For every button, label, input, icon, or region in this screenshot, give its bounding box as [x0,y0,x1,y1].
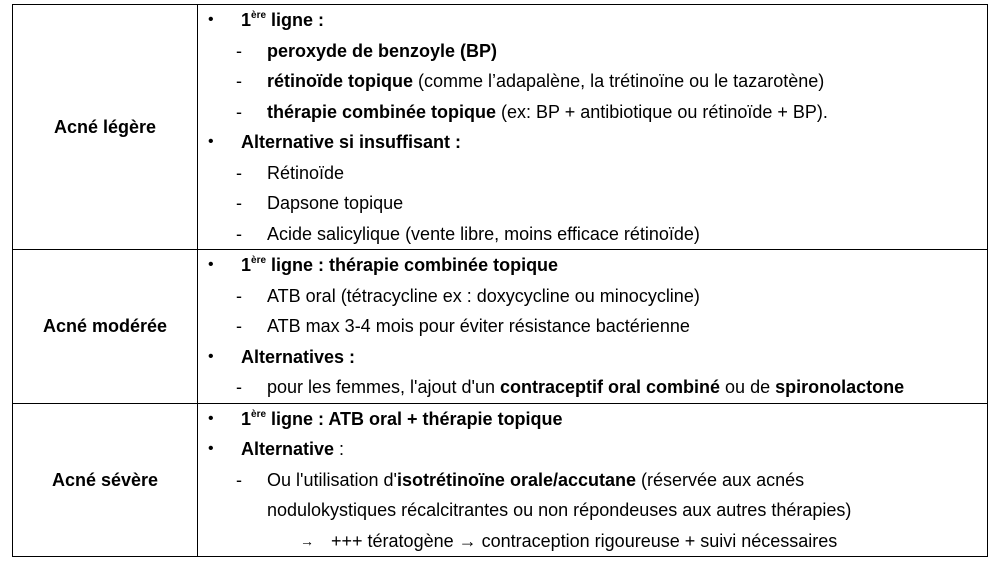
bold-text: 1 [241,255,252,275]
dash-icon: - [236,101,242,122]
bold-text: Alternative si insuffisant : [241,132,462,152]
text: : [334,439,345,459]
bold-text: ère [251,10,267,21]
bullet-icon: • [208,256,214,273]
text: Dapsone topique [267,193,404,213]
bold-text: Alternative [241,439,335,459]
text: ou de [720,377,776,397]
dash-icon: - [236,377,242,397]
sub-item [198,97,987,128]
sub-item [198,188,987,219]
bold-text: peroxyde de benzoyle (BP) [267,40,498,61]
arrow-icon: → [300,532,314,549]
bullet-item [198,404,987,435]
severity-label: Acné légère [13,5,198,250]
bullet-item [198,342,987,373]
bullet-item [198,127,987,158]
bold-text: ligne : [266,10,325,30]
dash-icon: - [236,223,242,244]
dash-icon: - [236,469,242,490]
text: ATB oral (tétracycline ex : doxycycline ou minocycline) [267,285,700,306]
dash-icon: - [236,316,242,336]
dash-icon: - [236,71,242,91]
text: (comme l’adapalène, la trétinoïne ou le tazarotène) [413,71,825,91]
bold-text: ligne : thérapie combinée topique [266,255,559,275]
bold-text: thérapie combinée topique [267,101,497,122]
sub-item [198,526,987,557]
sub-item [198,36,987,67]
sub-item [198,281,987,312]
sub-item [198,66,987,97]
sub-item [198,311,987,342]
sub-item [198,219,987,250]
sub-item [198,465,987,496]
bold-text: ère [251,255,267,266]
text: Acide salicylique (vente libre, moins efficace rétinoïde) [267,223,700,244]
bold-text: ère [251,408,267,420]
bold-text: spironolactone [775,377,905,397]
bold-text: rétinoïde topique [267,71,413,91]
dash-icon: - [236,162,242,183]
text: ATB max 3-4 mois pour éviter résistance bactérienne [267,316,690,336]
sub-item [198,372,987,403]
text: pour les femmes, l'ajout d'un [267,377,500,397]
bullet-icon: • [208,133,214,150]
dash-icon: - [236,40,242,61]
bold-text: ligne : ATB oral + thérapie topique [266,408,563,429]
text: (ex: BP + antibiotique ou rétinoïde + BP). [496,101,828,122]
bullet-icon: • [208,409,214,427]
bullet-icon: • [208,347,214,365]
text: +++ tératogène → contraception rigoureuse + suivi nécessaires [331,530,838,551]
bold-text: contraceptif oral combiné [500,377,721,397]
table-row [13,403,988,557]
text: (réservée aux acnés [636,469,805,490]
table-row [13,5,988,250]
bold-text: 1 [241,10,252,30]
severity-label: Acné sévère [13,403,198,557]
table-row [13,250,988,404]
bold-text: 1 [241,408,252,429]
treatment-cell [198,403,988,557]
treatment-cell [198,250,988,404]
severity-label: Acné modérée [13,250,198,404]
dash-icon: - [236,193,242,213]
dash-icon: - [236,285,242,306]
bullet-item [198,5,987,36]
text: nodulokystiques récalcitrantes ou non répondeuses aux autres thérapies) [267,500,852,520]
treatment-cell [198,5,988,250]
sub-item [198,495,987,526]
bold-text: isotrétinoïne orale/accutane [396,469,637,490]
sub-item [198,158,987,189]
text: Ou l'utilisation d' [267,469,397,490]
bold-text: Alternatives : [241,346,356,367]
bullet-item [198,434,987,465]
acne-treatment-table [12,4,988,557]
bullet-item [198,250,987,281]
bullet-icon: • [208,440,214,457]
text: Rétinoïde [267,162,345,183]
bullet-icon: • [208,11,214,28]
